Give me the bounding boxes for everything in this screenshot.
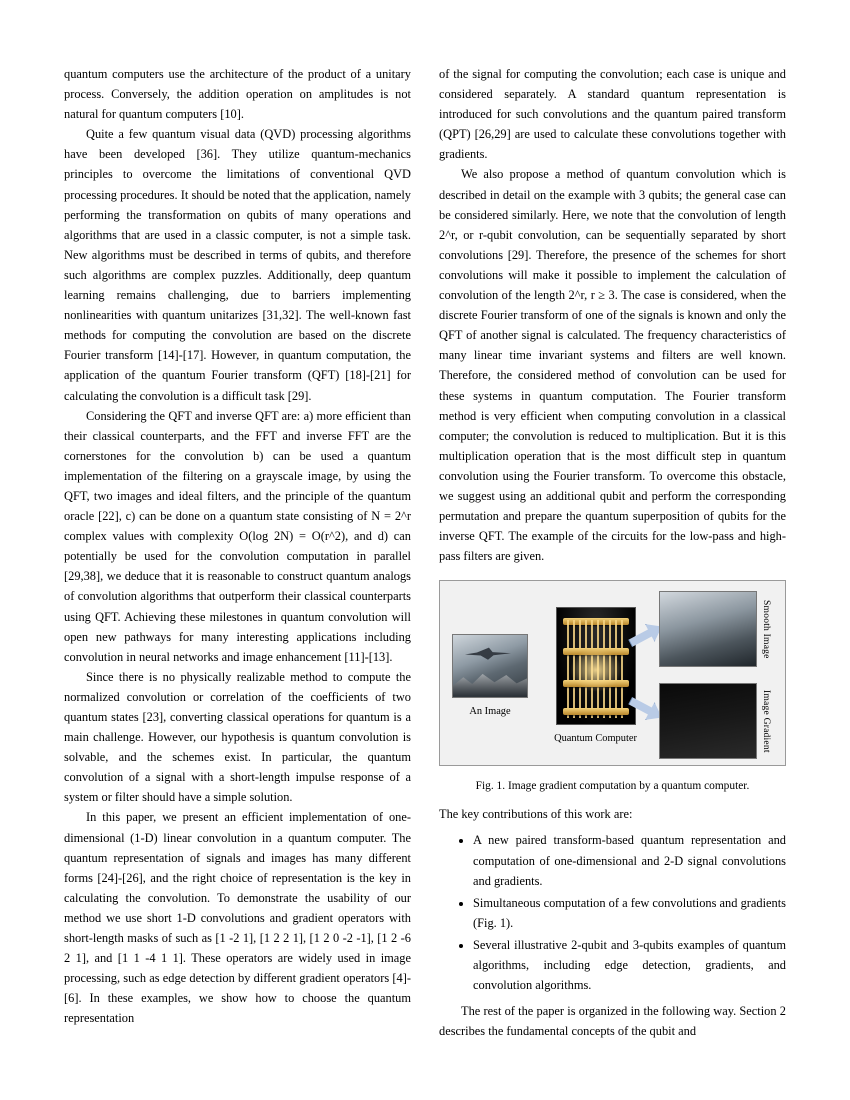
input-image-thumbnail (452, 634, 528, 698)
mountain-shape-icon (453, 669, 527, 697)
figure-1 (439, 580, 786, 766)
two-column-layout (64, 64, 786, 1039)
figure-center-caption: Quantum Computer (554, 732, 637, 744)
paragraph: Considering the QFT and inverse QFT are: a) more efficient than their classical counterparts, and the FFT and inverse FFT are the cornerstones for the convolution b) can be used a quantum implementation of the filtering on a grayscale image, by using the QFT, two images and ideal filters, and the principle of the quantum oracle [22], c) can be done on a quantum state consisting of N = 2^r complex values with complexity O(log 2N) = O(r^2), and d) can potentially be used for the convolution computation in parallel [29,38], we deduce that it is reasonable to construct quantum analogs of convolution algorithms that outperform their classical counterparts using QFT. Achieving these milestones in quantum convolution will open new pathways for many interesting applications including convolution in neural networks and image enhancement [11]-[13]. (64, 408, 411, 664)
paragraph: quantum computers use the architecture of the product of a unitary process. Conversely, the addition operation on amplitudes is not natural for quantum computers [10]. (64, 67, 411, 122)
figure-right-bottom-label: Image Gradient (761, 689, 772, 753)
list-item: • A new paired transform-based quantum representation and computation of one-dimensional and 2-D signal convolutions and gradients. (473, 830, 786, 890)
figure-output-smooth (659, 591, 777, 667)
smooth-image-thumbnail (659, 591, 757, 667)
paragraph: In this paper, we present an efficient implementation of one-dimensional (1-D) linear convolution in a quantum computer. The quantum representation of signals and images has many different forms [24]-[26], and the right choice of representation is the key in calculating the convolution. To demonstrate the usability of our method we use short 1-D convolutions and gradient operators with short-length masks of such as [1 -2 1], [1 2 2 1], [1 2 0 -2 -1], [1 2 -6 2 1], and [1 1 -4 1 1]. These operators are widely used in image processing, such as edge detection by different gradient operators [4]-[6]. In these examples, we show how to choose the quantum representation (64, 810, 411, 1026)
figure-content (448, 591, 777, 759)
closing-paragraph: The rest of the paper is organized in the following way. Section 2 describes the fundamental concepts of the qubit and (439, 1004, 786, 1039)
paragraph: We also propose a method of quantum convolution which is described in detail on the example with 3 qubits; the general case can be considered similarly. Here, we note that the convolution of length 2^r, or r-qubit convolution, can be sequentially separated by short convolutions [29]. Therefore, the presence of the schemes for short convolutions will make it possible to implement the calculation of convolution of the length 2^r, r ≥ 3. The case is considered, when the discrete Fourier transform of one of the signals is known and only the QFT of another signal is calculated. The frequency characteristics of many linear time invariant systems and filters are well known. Therefore, the considered method of convolution can be used for these systems in quantum computation. The Fourier transform method is very efficient when computing convolution in a classical computer; the convolution is reduced to multiplication. But it is this multiplication operation that is the most difficult step in quantum convolution using the Fourier transform. To overcome this obstacle, we suggest using an additional qubit and perform the corresponding permutation and prepare the quantum superposition of qubits for the inverse QFT. The example of the circuits for the low-pass and high-pass filters are given. (439, 167, 786, 564)
paragraph: Since there is no physically realizable method to compute the normalized convolution or correlation of the coefficients of two quantum states [23], converting classical operations for quantum is a main challenge. However, our hypothesis is quantum convolution is solvable, and the schemes exist. In particular, the quantum convolution of a signal with a short-length impulse response of a system or filter should have a simple solution. (64, 669, 411, 805)
figure-input-image (448, 634, 532, 717)
qc-glow (570, 648, 622, 692)
figure-output-gradient (659, 683, 777, 759)
contributions-intro: The key contributions of this work are: (439, 807, 633, 822)
jet-shape-icon (465, 647, 511, 661)
left-column (64, 64, 411, 1036)
contributions-list (439, 830, 786, 997)
paragraph: Quite a few quantum visual data (QVD) processing algorithms have been developed [36]. They utilize quantum-mechanics principles to overcome the limitations of conventional QVD processing procedures. It should be noted that the application, namely performing the transformation on qubits of many operations and algorithms that are used in a classic computer, is not a simple task. New algorithms must be described in terms of qubits, and therefore such algorithms are complex puzzles. Additionally, deep quantum learning remains challenging, due to barriers implementing nonlinearities with quantum unitarizes [31,32]. The well-known fast methods for computing the convolution are based on the discrete Fourier transform [14]-[17]. However, in quantum computation, the application of the quantum Fourier transform (QFT) [18]-[21] for calculating the convolution is a difficult task [29]. (64, 127, 411, 403)
figure-left-caption: An Image (469, 705, 511, 717)
figure-caption: Fig. 1. Image gradient computation by a quantum computer. (475, 780, 750, 793)
right-column (439, 64, 786, 1039)
gradient-image-thumbnail (659, 683, 757, 759)
list-item: • Simultaneous computation of a few convolutions and gradients (Fig. 1). (473, 893, 786, 933)
paragraph: of the signal for computing the convolution; each case is unique and considered separately. A standard quantum representation is introduced for such convolutions and the quantum paired transform (QPT) [26,29] are used to calculate these convolutions together with gradients. (439, 67, 786, 162)
list-item: • Several illustrative 2-qubit and 3-qubits examples of quantum algorithms, including edge detection, gradients, and convolution algorithms. (473, 935, 786, 995)
figure-outputs (659, 591, 777, 759)
figure-right-top-label: Smooth Image (761, 600, 772, 659)
